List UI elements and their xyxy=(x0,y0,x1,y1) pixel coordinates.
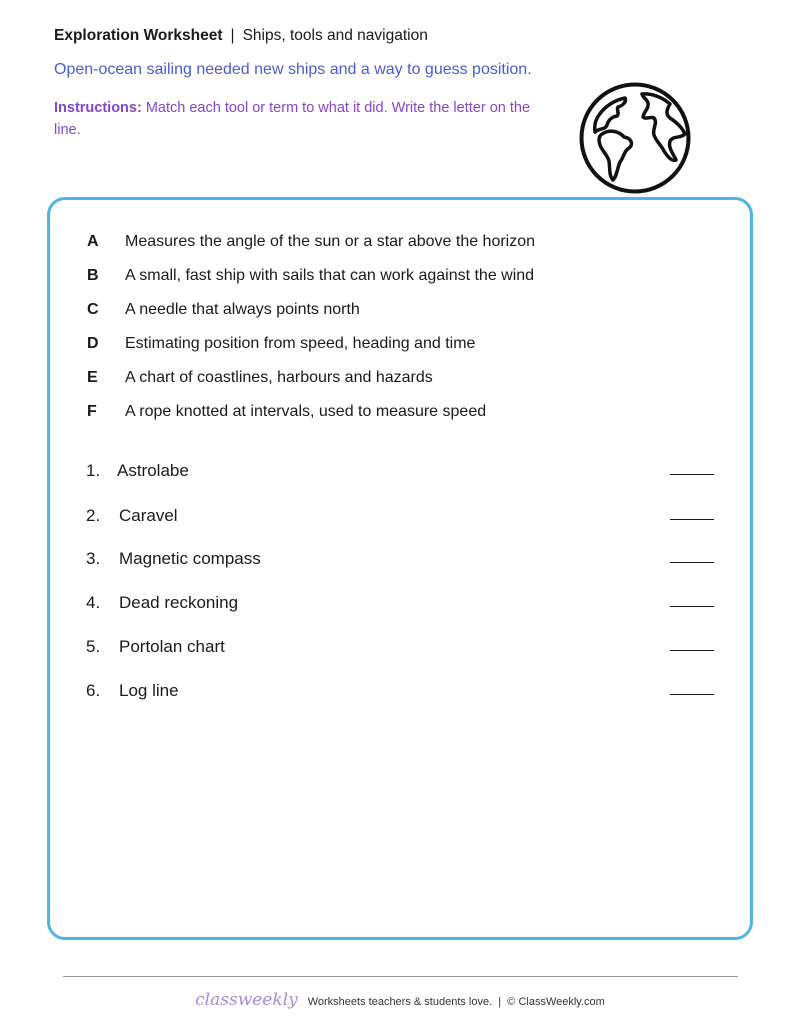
definition-row xyxy=(87,232,535,252)
footer-tagline: Worksheets teachers & students love. xyxy=(307,996,493,1008)
instructions-text: Match each tool or term to what it did. Write the letter on the line. xyxy=(54,100,531,138)
instructions-label: Instructions: xyxy=(54,100,142,116)
definition-letter: C xyxy=(87,301,99,318)
definition-row xyxy=(87,300,360,320)
definition-row xyxy=(87,334,475,354)
definition-letter: D xyxy=(87,335,99,352)
worksheet-subtitle: Open-ocean sailing needed new ships and a way to guess position. xyxy=(54,61,532,78)
footer-copyright: © ClassWeekly.com xyxy=(507,996,605,1008)
worksheet-topic: Ships, tools and navigation xyxy=(242,27,428,44)
question-number: 1. xyxy=(86,461,101,480)
question-term: Astrolabe xyxy=(117,461,189,480)
footer-divider xyxy=(63,976,738,977)
question-row xyxy=(86,547,714,571)
question-number: 6. xyxy=(86,681,101,700)
question-term: Log line xyxy=(119,681,179,700)
definition-row xyxy=(87,266,534,286)
question-row xyxy=(86,591,714,615)
definition-row xyxy=(87,402,486,422)
answer-line[interactable] xyxy=(670,519,714,520)
definition-text: A chart of coastlines, harbours and hazards xyxy=(125,369,433,386)
answer-line[interactable] xyxy=(670,650,714,651)
worksheet-title: Exploration Worksheet xyxy=(54,27,223,44)
question-row xyxy=(86,679,714,703)
answer-line[interactable] xyxy=(670,694,714,695)
question-term: Magnetic compass xyxy=(119,549,261,568)
answer-line[interactable] xyxy=(670,474,714,475)
definition-letter: A xyxy=(87,233,99,250)
definition-text: Measures the angle of the sun or a star above the horizon xyxy=(125,233,536,250)
definition-letter: B xyxy=(87,267,99,284)
question-number: 2. xyxy=(86,506,101,525)
definition-row xyxy=(87,368,433,388)
definition-text: Estimating position from speed, heading and time xyxy=(125,335,476,352)
instructions xyxy=(54,97,554,141)
definition-letter: F xyxy=(87,403,97,420)
question-number: 3. xyxy=(86,549,101,568)
answer-line[interactable] xyxy=(670,606,714,607)
brand-logo: classweekly xyxy=(195,990,298,1010)
question-row xyxy=(86,459,714,483)
footer-separator: | xyxy=(498,996,502,1008)
footer xyxy=(0,990,800,1010)
question-term: Caravel xyxy=(119,506,178,525)
question-number: 4. xyxy=(86,593,101,612)
definition-text: A small, fast ship with sails that can work against the wind xyxy=(125,267,535,284)
definition-letter: E xyxy=(87,369,98,386)
worksheet-header xyxy=(54,27,428,45)
definition-text: A needle that always points north xyxy=(125,301,360,318)
question-term: Dead reckoning xyxy=(119,593,239,612)
question-term: Portolan chart xyxy=(119,637,225,656)
definition-text: A rope knotted at intervals, used to measure speed xyxy=(125,403,487,420)
question-number: 5. xyxy=(86,637,101,656)
question-row xyxy=(86,635,714,659)
globe-icon xyxy=(578,81,692,195)
header-separator: | xyxy=(230,27,235,44)
question-row xyxy=(86,504,714,528)
answer-line[interactable] xyxy=(670,562,714,563)
